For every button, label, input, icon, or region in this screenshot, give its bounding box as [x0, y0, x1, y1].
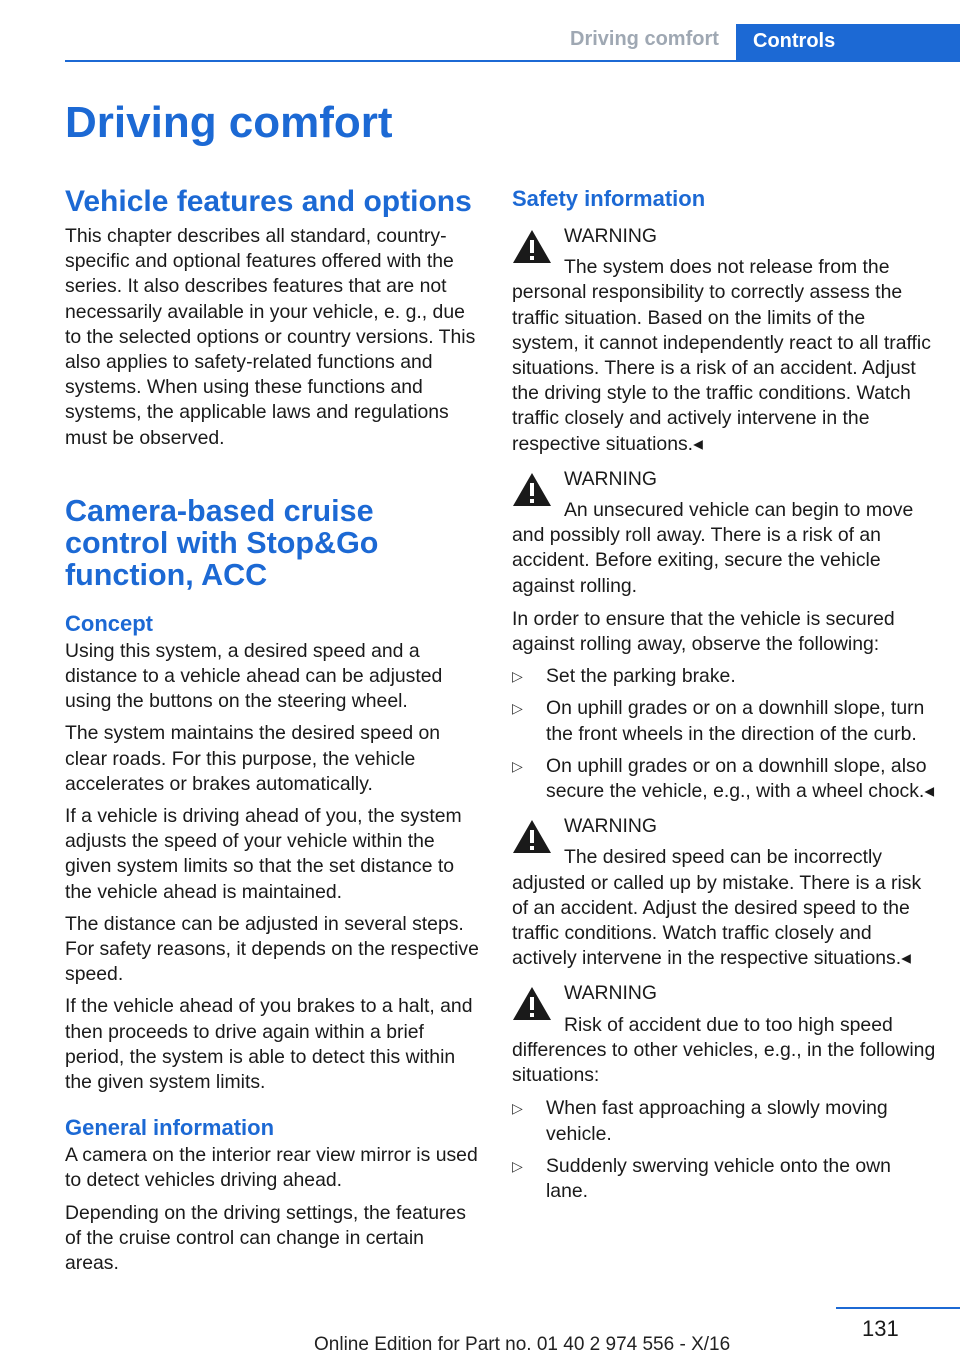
bullet-triangle-icon: ▷: [512, 1157, 523, 1174]
warning-text: An unsecured vehicle can begin to move and possibly roll away. There is a risk of an accident. Before exiting, secure the vehicle against rolling.: [512, 499, 914, 597]
general-info-paragraph: Depending on the driving settings, the features of the cruise control can change in certain areas.: [65, 1201, 467, 1275]
bullet-triangle-icon: ▷: [512, 1100, 523, 1117]
safety-info-heading: Safety information: [512, 186, 706, 211]
warning-block: [512, 224, 936, 457]
warning-title: WARNING: [564, 467, 657, 490]
list-item: ▷ When fast approaching a slowly moving vehicle.: [512, 1097, 888, 1145]
secure-intro: In order to ensure that the vehicle is secured against rolling away, observe the following:: [512, 607, 895, 656]
bullet-triangle-icon: ▷: [512, 668, 523, 685]
acc-heading: Camera-based cruise control with Stop&Go function, ACC: [65, 493, 379, 592]
warning-block: [512, 981, 936, 1088]
chapter-title: Driving comfort: [65, 98, 393, 147]
speed-situations-list: [512, 1096, 936, 1204]
vehicle-features-text: This chapter describes all standard, country-specific and optional features offered with the series. It also describes features that are not necessarily available in your vehicle, e. g., due to the selected options or country versions. This also applies to safety-related functions and systems. When using these functions and systems, the applicable laws and regulations must be observed.: [65, 225, 476, 449]
warning-title: WARNING: [564, 225, 657, 247]
page-number: 131: [862, 1316, 899, 1341]
list-item: ▷ On uphill grades or on a downhill slope, turn the front wheels in the direction of the curb.: [512, 697, 925, 745]
running-header-tab: [736, 24, 960, 62]
concept-paragraph: If a vehicle is driving ahead of you, the system adjusts the speed of your vehicle within the given system limits so that the set distance to the vehicle ahead is maintained.: [65, 805, 462, 903]
bullet-triangle-icon: ▷: [512, 757, 523, 774]
header-rule: [65, 60, 960, 62]
warning-text: Risk of accident due to too high speed differences to other vehicles, e.g., in the following situations:: [512, 1013, 936, 1087]
warning-text: The system does not release from the personal responsibility to correctly assess the traffic situation. Based on the limits of the system, it cannot independently react to all traffic situations. There is a risk of an accident. Adjust the driving style to the traffic conditions. Watch traffic closely and actively intervene in the respective situations.◂: [512, 256, 931, 455]
vehicle-features-heading: Vehicle features and options: [65, 185, 472, 218]
list-item: ▷ Suddenly swerving vehicle onto the own lane.: [512, 1154, 891, 1202]
warning-triangle-icon: [512, 228, 552, 264]
concept-paragraph: The distance can be adjusted in several steps. For safety reasons, it depends on the respective speed.: [65, 912, 479, 986]
concept-heading: Concept: [65, 610, 153, 636]
left-column: [65, 184, 483, 1283]
running-header-tab-label: Controls: [753, 30, 836, 52]
warning-triangle-icon: [512, 471, 552, 507]
warning-block: [512, 814, 936, 971]
warning-title: WARNING: [564, 982, 657, 1005]
footer-edition: Online Edition for Part no. 01 40 2 974 556 - X/16: [314, 1334, 731, 1355]
concept-paragraph: If the vehicle ahead of you brakes to a halt, and then proceeds to drive again within a brief period, the system is able to detect this within the given system limits.: [65, 995, 473, 1094]
warning-triangle-icon: [512, 985, 552, 1021]
warning-triangle-icon: [512, 818, 552, 854]
list-item: ▷ On uphill grades or on a downhill slope, also secure the vehicle, e.g., with a wheel chock.◂: [512, 754, 935, 803]
warning-block: [512, 467, 936, 599]
bullet-triangle-icon: ▷: [512, 700, 523, 717]
warning-title: WARNING: [564, 815, 657, 838]
concept-paragraph: The system maintains the desired speed on clear roads. For this purpose, the vehicle accelerates or brakes automatically.: [65, 722, 441, 795]
running-header-section: Driving comfort: [570, 28, 719, 50]
list-item: ▷ Set the parking brake.: [512, 664, 936, 689]
concept-paragraph: Using this system, a desired speed and a distance to a vehicle ahead can be adjusted using the buttons on the steering wheel.: [65, 639, 443, 713]
secure-list: [512, 664, 936, 804]
right-column: [512, 184, 936, 1212]
general-info-paragraph: A camera on the interior rear view mirror is used to detect vehicles driving ahead.: [65, 1144, 478, 1192]
footer-rule: [836, 1307, 960, 1309]
general-info-heading: General information: [65, 1115, 275, 1141]
warning-text: The desired speed can be incorrectly adjusted or called up by mistake. There is a risk of an accident. Adjust the desired speed to the traffic conditions. Watch traffic closely and actively intervene in the respective situations.◂: [512, 846, 922, 970]
